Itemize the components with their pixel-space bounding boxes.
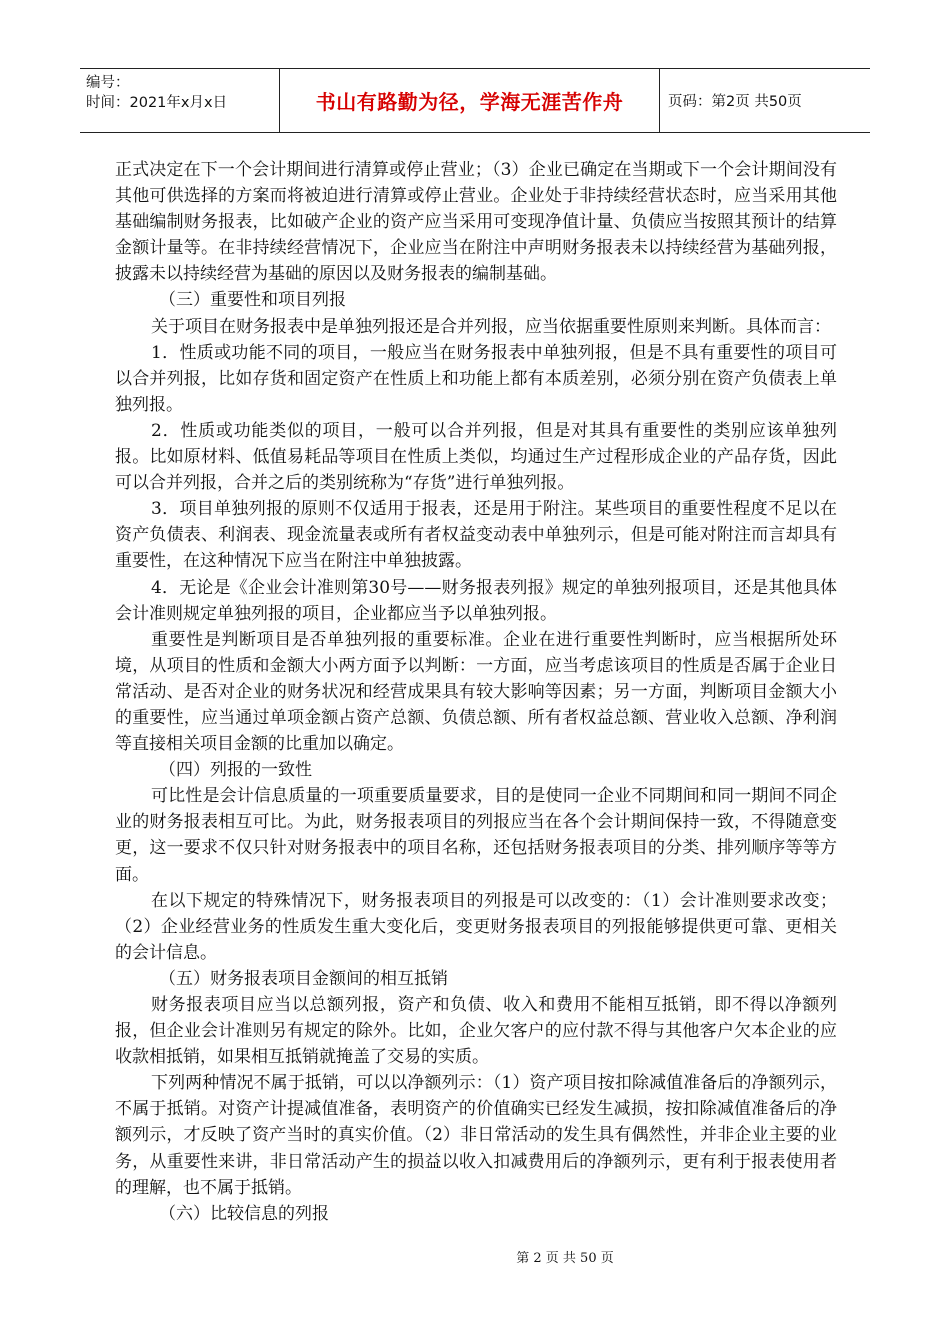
page-footer: 第 2 页 共 50 页 [516, 1251, 614, 1266]
list-item: 4．无论是《企业会计准则第30号——财务报表列报》规定的单独列报项目，还是其他具体会计准则规定单独列报的项目，企业都应当予以单独列报。 [115, 577, 837, 624]
header-page-info: 页码：第2页 共50页 [668, 94, 802, 110]
paragraph: 可比性是会计信息质量的一项重要质量要求，目的是使同一企业不同期间和同一期间不同企业的财务报表相互可比。为此，财务报表项目的列报应当在各个会计期间保持一致，不得随意变更，这一要求不仅只针对财务报表中的项目名称，还包括财务报表项目的分类、排列顺序等等方面。 [115, 786, 837, 885]
document-date: 时间：2021年x月x日 [86, 95, 228, 111]
document-number-label: 编号： [86, 75, 130, 91]
section-heading: （五）财务报表项目金额间的相互抵销 [159, 968, 448, 989]
paragraph: 关于项目在财务报表中是单独列报还是合并列报，应当依据重要性原则来判断。具体而言： [151, 316, 831, 337]
document-body [115, 157, 837, 1227]
paragraph: 财务报表项目应当以总额列报，资产和负债、收入和费用不能相互抵销，即不得以净额列报，但企业会计准则另有规定的除外。比如，企业欠客户的应付款不得与其他客户欠本企业的应收款相抵销，如果相互抵销就掩盖了交易的实质。 [115, 995, 837, 1068]
header-meta [80, 69, 280, 132]
paragraph: 在以下规定的特殊情况下，财务报表项目的列报是可以改变的：（1）会计准则要求改变；（2）企业经营业务的性质发生重大变化后，变更财务报表项目的列报能够提供更可靠、更相关的会计信息。 [115, 890, 837, 963]
header-motto: 书山有路勤为径，学海无涯苦作舟 [280, 69, 660, 132]
section-heading: （三）重要性和项目列报 [159, 290, 346, 311]
paragraph: 重要性是判断项目是否单独列报的重要标准。企业在进行重要性判断时，应当根据所处环境，从项目的性质和金额大小两方面予以判断：一方面，应当考虑该项目的性质是否属于企业日常活动、是否对企业的财务状况和经营成果具有较大影响等因素；另一方面，判断项目金额大小的重要性，应当通过单项金额占资产总额、负债总额、所有者权益总额、营业收入总额、净利润等直接相关项目金额的比重加以确定。 [115, 629, 837, 755]
list-item: 2．性质或功能类似的项目，一般可以合并列报，但是对其具有重要性的类别应该单独列报。比如原材料、低值易耗品等项目在性质上类似，均通过生产过程形成企业的产品存货，因此可以合并列报，合并之后的类别统称为“存货”进行单独列报。 [115, 420, 837, 494]
paragraph: 正式决定在下一个会计期间进行清算或停止营业；（3）企业已确定在当期或下一个会计期间没有其他可供选择的方案而将被迫进行清算或停止营业。企业处于非持续经营状态时，应当采用其他基础编制财务报表，比如破产企业的资产应当采用可变现净值计量、负债应当按照其预计的结算金额计量等。在非持续经营情况下，企业应当在附注中声明财务报表未以持续经营为基础列报，披露未以持续经营为基础的原因以及财务报表的编制基础。 [115, 160, 837, 285]
paragraph: 下列两种情况不属于抵销，可以以净额列示：（1）资产项目按扣除减值准备后的净额列示，不属于抵销。对资产计提减值准备，表明资产的价值确实已经发生减损，按扣除减值准备后的净额列示，才反映了资产当时的真实价值。（2）非日常活动的发生具有偶然性，并非企业主要的业务，从重要性来讲，非日常活动产生的损益以收入扣减费用后的净额列示，更有利于报表使用者的理解，也不属于抵销。 [115, 1073, 837, 1198]
page-header [80, 68, 870, 133]
list-item: 1．性质或功能不同的项目，一般应当在财务报表中单独列报，但是不具有重要性的项目可以合并列报，比如存货和固定资产在性质上和功能上都有本质差别，必须分别在资产负债表上单独列报。 [115, 342, 837, 415]
section-heading: （四）列报的一致性 [159, 760, 312, 781]
list-item: 3．项目单独列报的原则不仅适用于报表，还是用于附注。某些项目的重要性程度不足以在资产负债表、利润表、现金流量表或所有者权益变动表中单独列示，但是可能对附注而言却具有重要性，在这种情况下应当在附注中单独披露。 [115, 499, 837, 572]
section-heading: （六）比较信息的列报 [159, 1203, 329, 1224]
